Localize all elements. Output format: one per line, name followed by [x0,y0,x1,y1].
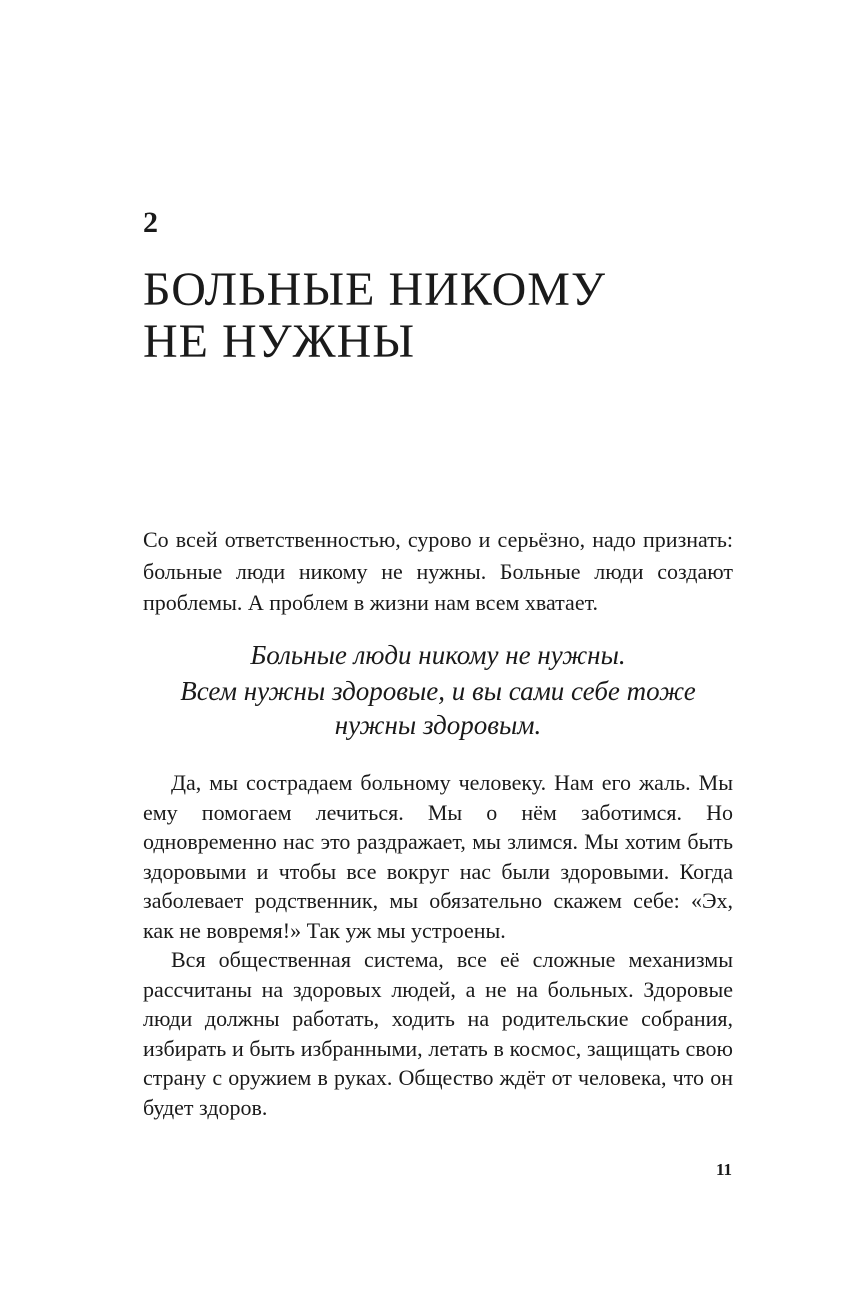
chapter-title-line-2: НЕ НУЖНЫ [143,315,416,368]
intro-paragraph: Со всей ответственностью, сурово и серьёзно, надо признать: больные люди никому не нужны. Больные люди создают проблемы. А проблем в жизни нам всем хватает. [143,527,733,615]
body-paragraph: Да, мы сострадаем больному человеку. Нам его жаль. Мы ему помогаем лечиться. Мы о нём заботимся. Но одновременно нас это раздражает, мы злимся. Мы хотим быть здоровыми и чтобы все вокруг нас были здоровыми. Когда заболевает родственник, мы обязательно скажем себе: «Эх, как не вовремя!» Так уж мы устроены. [143,770,733,943]
chapter-number: 2 [143,206,158,239]
page-number: 11 [715,1160,732,1179]
epigraph-line-2: Всем нужны здоровые, и вы сами себе тоже нужны здоровым. [180,676,696,740]
body-text [143,768,733,1122]
body-paragraph: Вся общественная система, все её сложные механизмы рассчитаны на здоровых людей, а не на больных. Здоровые люди должны работать, ходить на родительские собрания, избирать и быть избранными, летать в космос, защищать свою страну с оружием в руках. Общество ждёт от человека, что он будет здоров. [143,947,733,1120]
chapter-title-line-1: БОЛЬНЫЕ НИКОМУ [143,263,606,316]
epigraph [143,638,733,742]
epigraph-line-1: Больные люди никому не нужны. [250,640,626,670]
chapter-title [143,264,743,368]
